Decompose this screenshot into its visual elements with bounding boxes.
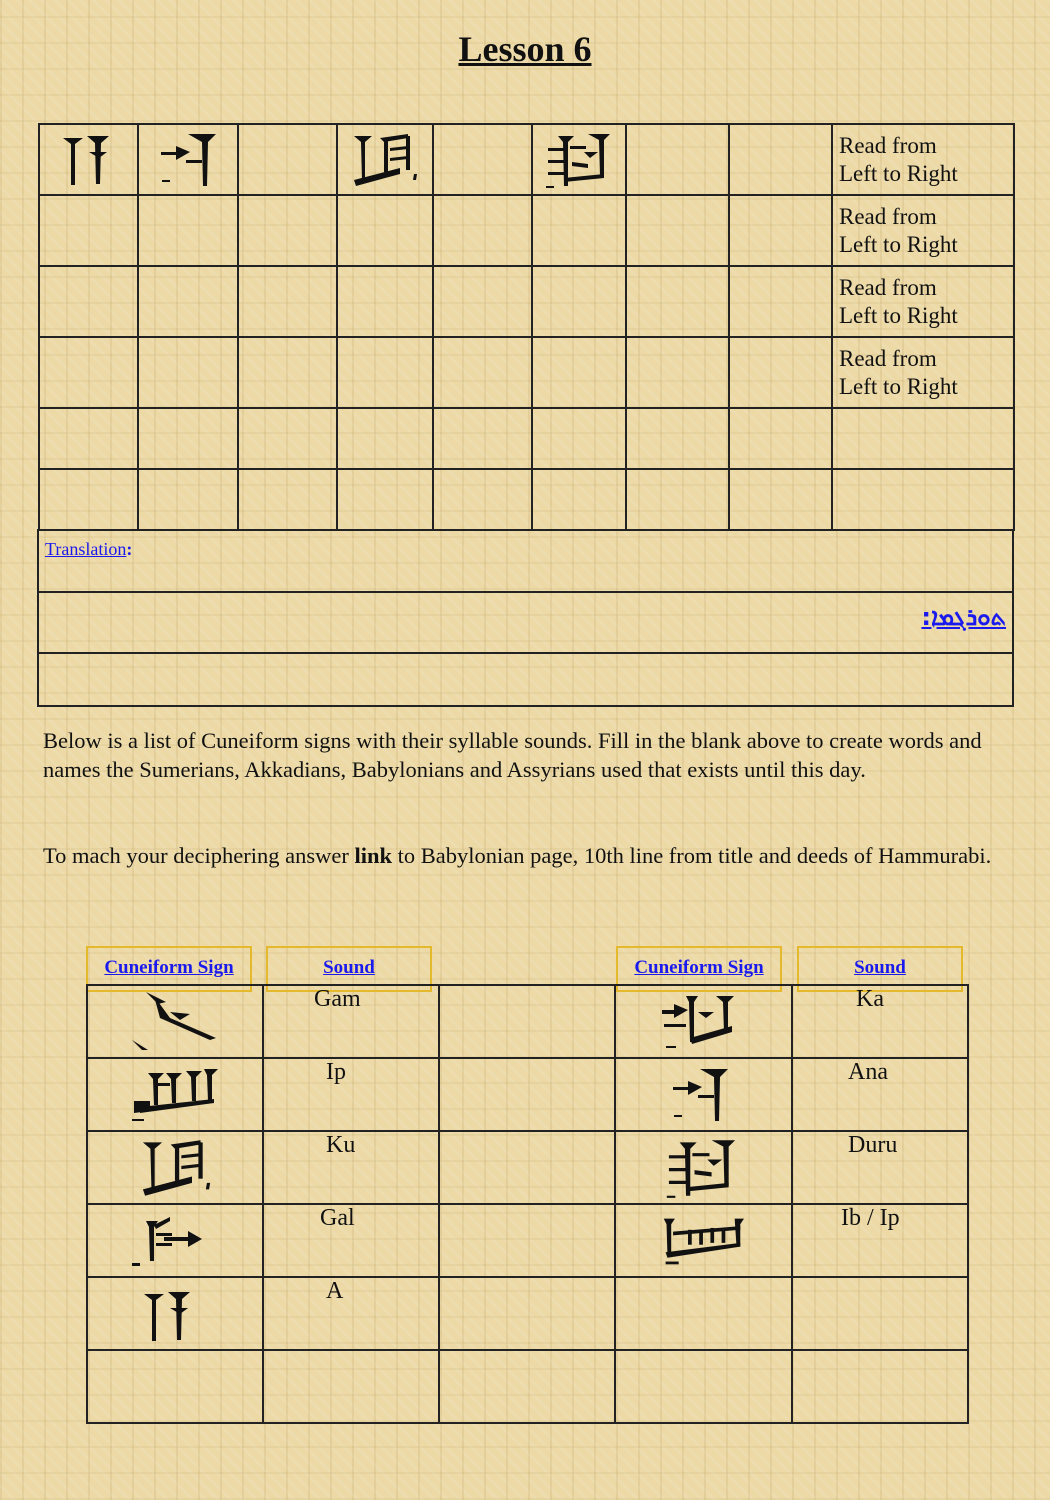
- syriac-translation-link[interactable]: ܬܘܪܓܡܐ:: [921, 603, 1006, 631]
- grid-cell-blank[interactable]: [39, 469, 138, 530]
- cuneiform-a-glyph: [59, 130, 119, 190]
- sign-row: [87, 1058, 968, 1131]
- grid-cell-blank[interactable]: [238, 469, 337, 530]
- read-direction-label: [832, 266, 1014, 337]
- answer-text-before: To mach your deciphering answer: [43, 843, 355, 868]
- sign-row: [87, 1277, 968, 1350]
- sound-cell: Ib / Ip: [792, 1204, 968, 1277]
- cuneiform-ku-glyph: [130, 1136, 222, 1200]
- instructions-paragraph: Below is a list of Cuneiform signs with their syllable sounds. Fill in the blank above to create words and names the Sumerians, Akkadians, Babylonians and Assyrians used that exists until this day.: [43, 728, 982, 782]
- sign-cell: [87, 985, 263, 1058]
- sound-cell: Ana: [792, 1058, 968, 1131]
- read-line-2: Left to Right: [839, 231, 958, 257]
- sound-cell: Duru: [792, 1131, 968, 1204]
- cuneiform-gal-glyph: [128, 1211, 208, 1271]
- grid-cell-sign: [337, 124, 433, 195]
- grid-cell-blank[interactable]: [39, 266, 138, 337]
- grid-cell-blank[interactable]: [532, 337, 626, 408]
- read-line-2: Left to Right: [839, 160, 958, 186]
- sign-cell: [615, 1350, 792, 1423]
- cuneiform-ip-glyph: [130, 1065, 220, 1125]
- translation-block: [37, 529, 1014, 707]
- grid-cell-blank[interactable]: [729, 195, 832, 266]
- grid-cell-blank[interactable]: [832, 408, 1014, 469]
- sign-cell: [615, 1277, 792, 1350]
- grid-cell-blank[interactable]: [626, 337, 729, 408]
- sound-cell: Gal: [263, 1204, 439, 1277]
- grid-row: [39, 408, 1014, 469]
- grid-cell-blank[interactable]: [433, 408, 532, 469]
- grid-cell-blank[interactable]: [337, 408, 433, 469]
- header-left-sign-link[interactable]: Cuneiform Sign: [104, 957, 234, 978]
- sound-cell: Ip: [263, 1058, 439, 1131]
- cuneiform-duru-glyph: [656, 1136, 748, 1200]
- spacer-cell: [439, 1350, 615, 1423]
- grid-cell-blank[interactable]: [832, 469, 1014, 530]
- grid-cell-blank[interactable]: [626, 408, 729, 469]
- read-line-1: Read from: [839, 132, 937, 158]
- grid-cell-blank[interactable]: [626, 195, 729, 266]
- syriac-translation-row[interactable]: [39, 593, 1012, 654]
- grid-cell-blank[interactable]: [337, 266, 433, 337]
- grid-cell-blank[interactable]: [39, 195, 138, 266]
- header-left-sound-link[interactable]: Sound: [323, 957, 375, 978]
- grid-cell-blank[interactable]: [238, 337, 337, 408]
- grid-cell-blank[interactable]: [138, 408, 238, 469]
- grid-cell-blank[interactable]: [238, 124, 337, 195]
- grid-cell-blank[interactable]: [39, 337, 138, 408]
- answer-text-after: to Babylonian page, 10th line from title and deeds of Hammurabi.: [391, 843, 992, 868]
- answer-link-word[interactable]: link: [354, 843, 392, 868]
- answer-link-paragraph: [43, 842, 1003, 871]
- grid-cell-blank[interactable]: [532, 195, 626, 266]
- sign-cell: [615, 1058, 792, 1131]
- cuneiform-a-glyph: [140, 1286, 200, 1346]
- read-direction-label: [832, 124, 1014, 195]
- translation-row[interactable]: [39, 531, 1012, 593]
- blank-answer-row[interactable]: [39, 654, 1012, 705]
- translation-link[interactable]: Translation: [45, 539, 127, 559]
- sound-cell: Ka: [792, 985, 968, 1058]
- grid-row: [39, 469, 1014, 530]
- spacer-cell: [439, 1058, 615, 1131]
- sound-cell: [263, 1350, 439, 1423]
- grid-row: [39, 266, 1014, 337]
- sound-cell: Ku: [263, 1131, 439, 1204]
- cuneiform-ana-glyph: [660, 1065, 740, 1125]
- grid-cell-blank[interactable]: [337, 337, 433, 408]
- grid-row: [39, 337, 1014, 408]
- cuneiform-ib-glyph: [660, 1211, 744, 1271]
- cuneiform-ku-glyph: [350, 130, 420, 190]
- grid-cell-blank[interactable]: [729, 337, 832, 408]
- read-line-1: Read from: [839, 345, 937, 371]
- cuneiform-ka-glyph: [660, 992, 740, 1052]
- cuneiform-duru-glyph: [544, 130, 614, 190]
- sign-reference-table: [86, 984, 969, 1424]
- grid-cell-sign: [138, 124, 238, 195]
- grid-cell-blank[interactable]: [626, 266, 729, 337]
- grid-cell-blank[interactable]: [337, 469, 433, 530]
- grid-cell-blank[interactable]: [138, 337, 238, 408]
- sound-cell: A: [263, 1277, 439, 1350]
- sign-row: [87, 1204, 968, 1277]
- header-right-sign-link[interactable]: Cuneiform Sign: [634, 957, 764, 978]
- grid-cell-blank[interactable]: [729, 408, 832, 469]
- spacer-cell: [439, 985, 615, 1058]
- header-right-sound-link[interactable]: Sound: [854, 957, 906, 978]
- spacer-cell: [439, 1204, 615, 1277]
- read-line-1: Read from: [839, 203, 937, 229]
- grid-row: [39, 195, 1014, 266]
- grid-cell-blank[interactable]: [433, 266, 532, 337]
- exercise-grid: [38, 123, 1015, 531]
- spacer-cell: [439, 1131, 615, 1204]
- cuneiform-ana-glyph: [158, 130, 218, 190]
- sound-cell: [792, 1277, 968, 1350]
- read-line-2: Left to Right: [839, 373, 958, 399]
- read-line-1: Read from: [839, 274, 937, 300]
- grid-cell-blank[interactable]: [532, 408, 626, 469]
- grid-cell-blank[interactable]: [532, 469, 626, 530]
- spacer-cell: [439, 1277, 615, 1350]
- grid-cell-sign: [39, 124, 138, 195]
- grid-cell-blank[interactable]: [626, 469, 729, 530]
- sign-row: [87, 1131, 968, 1204]
- grid-cell-blank[interactable]: [433, 124, 532, 195]
- read-direction-label: [832, 195, 1014, 266]
- grid-cell-blank[interactable]: [729, 124, 832, 195]
- sign-cell: [87, 1350, 263, 1423]
- sign-cell: [615, 1204, 792, 1277]
- grid-cell-blank[interactable]: [138, 469, 238, 530]
- grid-cell-blank[interactable]: [433, 337, 532, 408]
- read-direction-label: [832, 337, 1014, 408]
- sound-cell: Gam: [263, 985, 439, 1058]
- grid-cell-blank[interactable]: [729, 266, 832, 337]
- sign-row: [87, 985, 968, 1058]
- grid-cell-blank[interactable]: [238, 408, 337, 469]
- grid-cell-sign: [532, 124, 626, 195]
- grid-cell-blank[interactable]: [626, 124, 729, 195]
- sign-cell: [87, 1058, 263, 1131]
- grid-cell-blank[interactable]: [729, 469, 832, 530]
- sign-cell: [615, 985, 792, 1058]
- grid-cell-blank[interactable]: [532, 266, 626, 337]
- sign-row: [87, 1350, 968, 1423]
- grid-cell-blank[interactable]: [433, 195, 532, 266]
- read-line-2: Left to Right: [839, 302, 958, 328]
- grid-cell-blank[interactable]: [39, 408, 138, 469]
- grid-cell-blank[interactable]: [337, 195, 433, 266]
- page-title: Lesson 6: [458, 29, 592, 69]
- grid-cell-blank[interactable]: [238, 266, 337, 337]
- grid-cell-blank[interactable]: [138, 266, 238, 337]
- grid-cell-blank[interactable]: [138, 195, 238, 266]
- sign-cell: [87, 1131, 263, 1204]
- grid-cell-blank[interactable]: [238, 195, 337, 266]
- cuneiform-gam-glyph: [130, 988, 220, 1058]
- sign-cell: [87, 1277, 263, 1350]
- grid-row: [39, 124, 1014, 195]
- sound-cell: [792, 1350, 968, 1423]
- grid-cell-blank[interactable]: [433, 469, 532, 530]
- sign-cell: [87, 1204, 263, 1277]
- translation-colon: :: [126, 539, 133, 559]
- sign-cell: [615, 1131, 792, 1204]
